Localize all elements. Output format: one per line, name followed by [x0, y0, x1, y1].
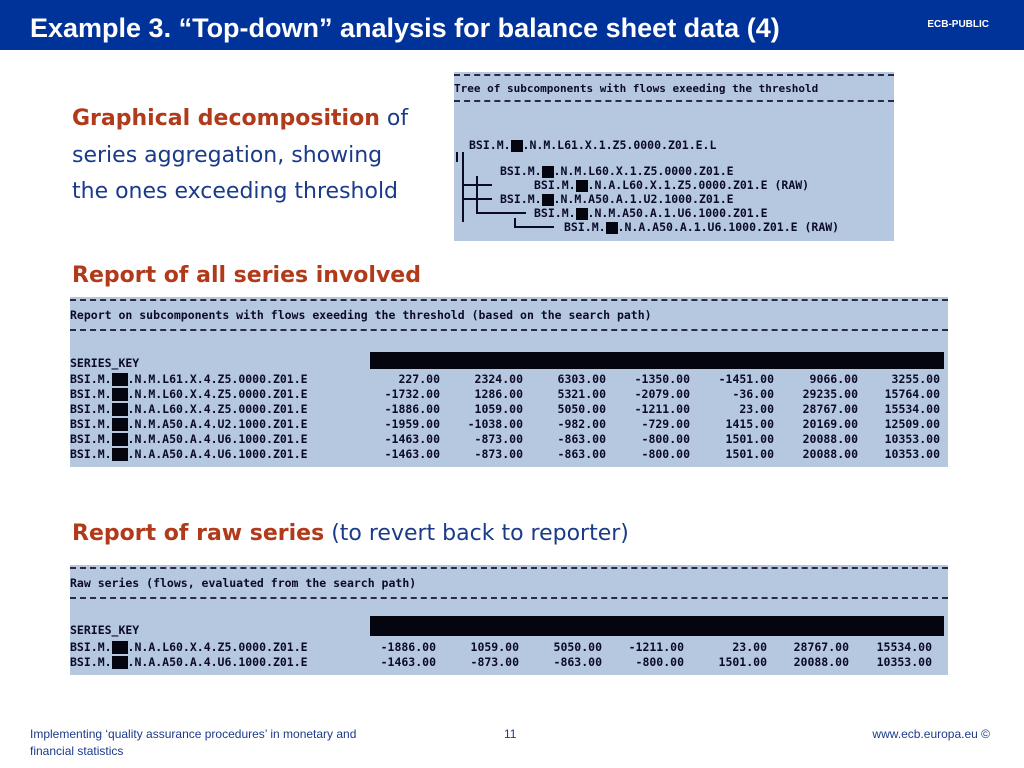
table-cell: -1038.00: [467, 417, 523, 431]
table-cell: 28767.00: [802, 402, 858, 416]
table-cell: -873.00: [470, 655, 519, 669]
tree-node: BSI.M. .N.M.L60.X.1.Z5.0000.Z01.E: [500, 164, 734, 178]
redacted-block: [576, 180, 588, 192]
table-cell: 29235.00: [802, 387, 858, 401]
redacted-block: [576, 208, 588, 220]
table-cell: -982.00: [557, 417, 606, 431]
series-key-header: SERIES_KEY: [70, 356, 140, 370]
table-cell: 3255.00: [891, 372, 940, 386]
table-cell: -1886.00: [380, 640, 436, 654]
table-cell: 10353.00: [884, 432, 940, 446]
divider: [70, 597, 948, 599]
tree-connector: [476, 212, 526, 214]
table-cell: 5050.00: [553, 640, 602, 654]
redacted-block: [112, 403, 128, 416]
tree-connector: [462, 152, 464, 222]
redacted-block: [112, 418, 128, 431]
heading-rest: of: [379, 106, 409, 131]
table-cell: 15764.00: [884, 387, 940, 401]
series-key: BSI.M. .N.M.L60.X.4.Z5.0000.Z01.E: [70, 387, 308, 401]
table-cell: -729.00: [641, 417, 690, 431]
table-cell: 15534.00: [876, 640, 932, 654]
table-cell: 23.00: [732, 640, 767, 654]
tree-connector: [514, 226, 554, 228]
section-heading-graphical: [72, 106, 408, 131]
tree-node: BSI.M. .N.A.L60.X.1.Z5.0000.Z01.E (RAW): [534, 178, 810, 192]
classification-label: ECB-PUBLIC: [927, 19, 989, 30]
redacted-block: [112, 448, 128, 461]
table-cell: 1059.00: [470, 640, 519, 654]
section-heading-raw: [72, 521, 629, 546]
table-cell: -800.00: [641, 447, 690, 461]
redacted-block: [112, 373, 128, 386]
table-cell: -1211.00: [628, 640, 684, 654]
divider: [70, 299, 948, 301]
table-cell: -863.00: [557, 447, 606, 461]
table-cell: -1350.00: [634, 372, 690, 386]
tree-connector: [476, 176, 478, 212]
slide-title: Example 3. “Top-down” analysis for balance sheet data (4): [30, 13, 780, 43]
table-cell: -1463.00: [384, 432, 440, 446]
report-all-panel: [70, 297, 948, 467]
footer-text-line1: Implementing ‘quality assurance procedures’ in monetary and: [30, 727, 357, 741]
redacted-block: [542, 194, 554, 206]
table-cell: -1451.00: [718, 372, 774, 386]
table-cell: 2324.00: [474, 372, 523, 386]
redacted-block: [606, 222, 618, 234]
table-cell: 5050.00: [557, 402, 606, 416]
footer-text-line2: financial statistics: [30, 744, 124, 758]
redacted-block: [112, 433, 128, 446]
table-cell: -800.00: [635, 655, 684, 669]
series-key: BSI.M. .N.A.L60.X.4.Z5.0000.Z01.E: [70, 402, 308, 416]
heading-rest: (to revert back to reporter): [324, 521, 629, 546]
tree-node: BSI.M. .N.M.A50.A.1.U2.1000.Z01.E: [500, 192, 734, 206]
table-cell: 10353.00: [876, 655, 932, 669]
tree-connector: [456, 152, 458, 162]
redacted-block: [112, 641, 128, 654]
table-cell: 10353.00: [884, 447, 940, 461]
table-cell: -800.00: [641, 432, 690, 446]
table-cell: -1211.00: [634, 402, 690, 416]
redacted-block: [542, 166, 554, 178]
section-heading-line3: the ones exceeding threshold: [72, 179, 399, 204]
heading-accent: Report of all series involved: [72, 263, 421, 288]
redacted-block: [112, 656, 128, 669]
table-cell: 12509.00: [884, 417, 940, 431]
report-title: Raw series (flows, evaluated from the search path): [70, 576, 417, 590]
series-key: BSI.M. .N.M.A50.A.4.U2.1000.Z01.E: [70, 417, 308, 431]
report-title: Report on subcomponents with flows exeeding the threshold (based on the search path): [70, 308, 652, 322]
table-cell: -1959.00: [384, 417, 440, 431]
table-cell: -873.00: [474, 447, 523, 461]
table-cell: 20088.00: [793, 655, 849, 669]
table-cell: -873.00: [474, 432, 523, 446]
heading-accent: Report of raw series: [72, 521, 325, 546]
table-cell: 28767.00: [793, 640, 849, 654]
divider: [70, 567, 948, 569]
table-cell: 20169.00: [802, 417, 858, 431]
table-cell: 23.00: [739, 402, 774, 416]
divider: [70, 329, 948, 331]
table-cell: -863.00: [553, 655, 602, 669]
table-cell: 9066.00: [809, 372, 858, 386]
table-cell: 20088.00: [802, 447, 858, 461]
table-cell: -1732.00: [384, 387, 440, 401]
table-cell: -1886.00: [384, 402, 440, 416]
section-heading-all-series: [72, 263, 421, 288]
divider: [454, 74, 894, 76]
redacted-block: [511, 140, 523, 152]
heading-accent: Graphical decomposition: [72, 106, 380, 131]
table-cell: 1415.00: [725, 417, 774, 431]
series-key: BSI.M. .N.A.A50.A.4.U6.1000.Z01.E: [70, 447, 308, 461]
series-key: BSI.M. .N.M.L61.X.4.Z5.0000.Z01.E: [70, 372, 308, 386]
section-heading-line2: series aggregation, showing: [72, 143, 383, 168]
redacted-block: [112, 388, 128, 401]
table-cell: 1059.00: [474, 402, 523, 416]
tree-node: BSI.M. .N.A.A50.A.1.U6.1000.Z01.E (RAW): [564, 220, 840, 234]
report-raw-panel: [70, 565, 948, 675]
series-key-header: SERIES_KEY: [70, 623, 140, 637]
footer-website-link[interactable]: www.ecb.europa.eu ©: [872, 727, 990, 741]
series-key: BSI.M. .N.M.A50.A.4.U6.1000.Z01.E: [70, 432, 308, 446]
divider: [454, 100, 894, 102]
table-cell: 1501.00: [718, 655, 767, 669]
table-cell: 1501.00: [725, 432, 774, 446]
tree-node: BSI.M. .N.M.A50.A.1.U6.1000.Z01.E: [534, 206, 768, 220]
table-cell: 1501.00: [725, 447, 774, 461]
table-cell: 227.00: [398, 372, 440, 386]
column-header-bar: [370, 352, 944, 369]
tree-panel: [454, 72, 894, 241]
table-cell: 20088.00: [802, 432, 858, 446]
tree-node: BSI.M. .N.M.L61.X.1.Z5.0000.Z01.E.L: [469, 138, 717, 152]
column-header-bar: [370, 616, 944, 636]
page-number: 11: [504, 727, 517, 741]
table-cell: -863.00: [557, 432, 606, 446]
series-key: BSI.M. .N.A.L60.X.4.Z5.0000.Z01.E: [70, 640, 308, 654]
series-key: BSI.M. .N.A.A50.A.4.U6.1000.Z01.E: [70, 655, 308, 669]
tree-title: Tree of subcomponents with flows exeeding the threshold: [454, 82, 819, 95]
table-cell: 6303.00: [557, 372, 606, 386]
table-cell: -2079.00: [634, 387, 690, 401]
table-cell: -1463.00: [384, 447, 440, 461]
table-cell: -36.00: [732, 387, 774, 401]
table-cell: 1286.00: [474, 387, 523, 401]
table-cell: 5321.00: [557, 387, 606, 401]
table-cell: -1463.00: [380, 655, 436, 669]
table-cell: 15534.00: [884, 402, 940, 416]
